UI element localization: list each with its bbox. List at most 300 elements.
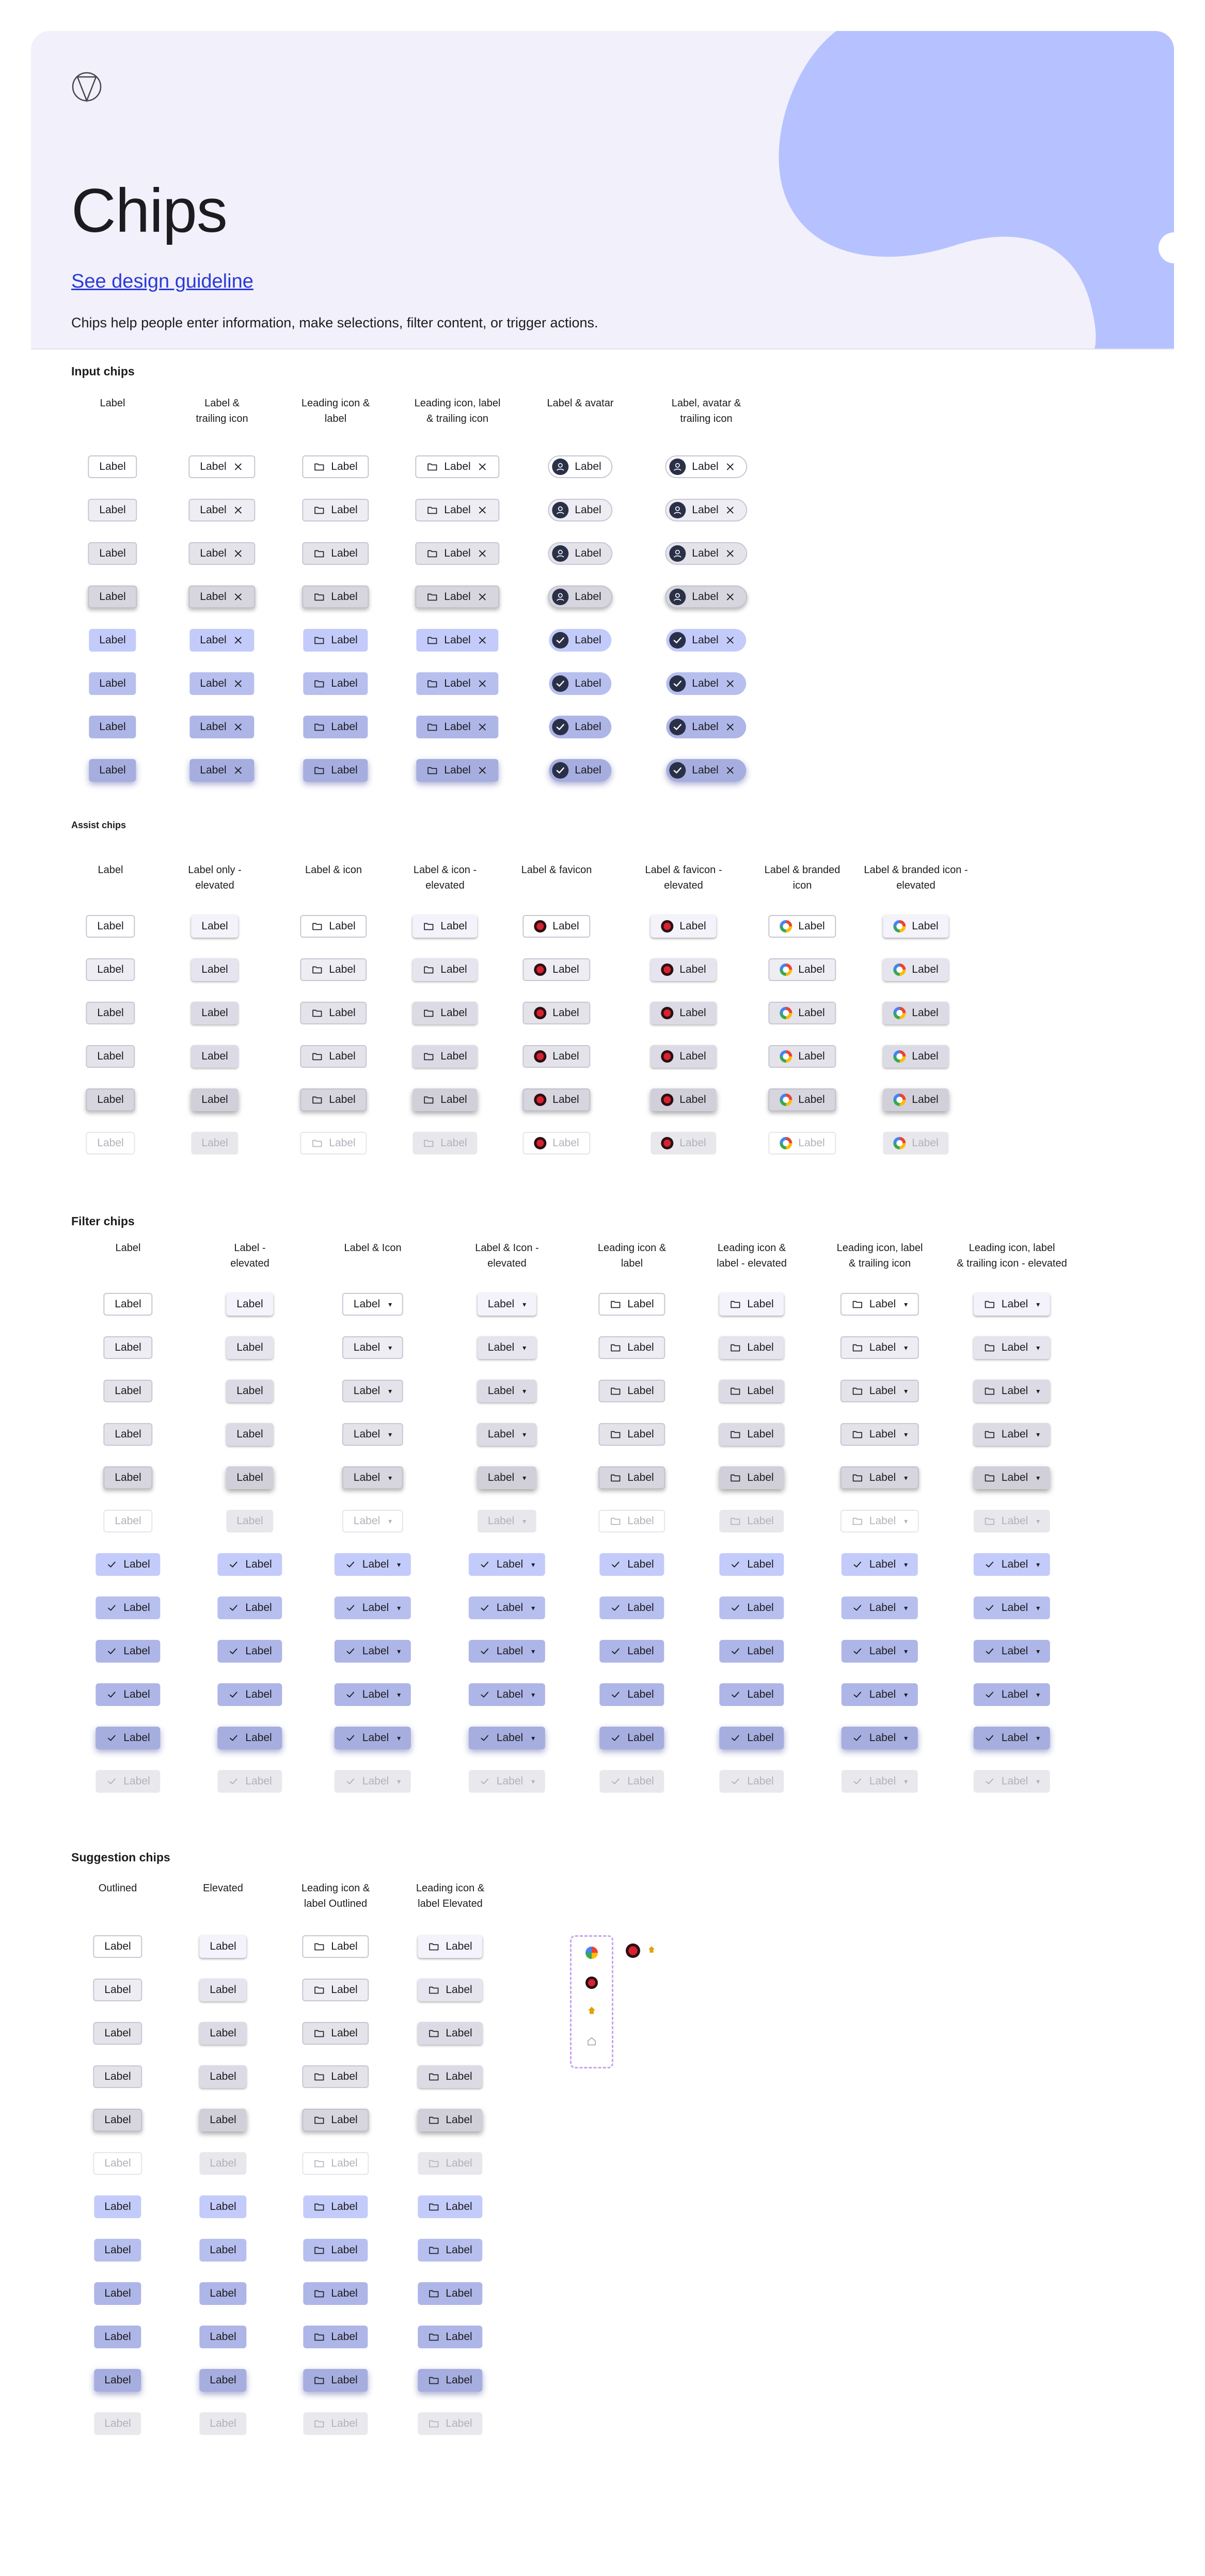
assist-chip[interactable]: [191, 958, 238, 981]
chip-label: Label: [692, 504, 719, 516]
input-chip[interactable]: [189, 759, 254, 782]
suggestion-chip[interactable]: [93, 2152, 142, 2175]
filter-chip[interactable]: [96, 1770, 160, 1793]
filter-chip[interactable]: [342, 1466, 403, 1489]
input-chip[interactable]: [666, 672, 746, 695]
suggestion-chip[interactable]: [302, 2022, 369, 2045]
folder-icon: [428, 2331, 439, 2343]
suggestion-chip[interactable]: [418, 2065, 482, 2088]
filter-chip[interactable]: [974, 1423, 1050, 1446]
assist-chip[interactable]: [651, 958, 716, 981]
filter-chip[interactable]: [841, 1293, 919, 1316]
folder-icon: [311, 964, 323, 975]
suggestion-chip[interactable]: [93, 1979, 142, 2001]
input-chip[interactable]: [415, 542, 499, 565]
filter-chip[interactable]: [842, 1553, 918, 1576]
input-chip[interactable]: [665, 455, 747, 478]
assist-chip[interactable]: [191, 1045, 238, 1068]
close-icon: [233, 721, 244, 733]
favicon-icon: [626, 1943, 640, 1958]
chip-label: Label: [627, 1428, 654, 1440]
filter-chip[interactable]: [841, 1510, 919, 1532]
assist-chip[interactable]: [191, 1088, 238, 1111]
filter-chip[interactable]: [974, 1727, 1050, 1749]
input-chip[interactable]: [415, 586, 499, 608]
filter-chip[interactable]: [469, 1597, 545, 1619]
input-chip[interactable]: [665, 586, 747, 608]
assist-chip[interactable]: [883, 915, 948, 938]
filter-chip[interactable]: [96, 1553, 160, 1576]
suggestion-chip[interactable]: [93, 2065, 142, 2088]
input-chip[interactable]: [415, 499, 499, 521]
input-chip[interactable]: [188, 586, 255, 608]
filter-chip[interactable]: [599, 1727, 664, 1749]
chip-label: Label: [692, 461, 719, 472]
suggestion-chip[interactable]: [94, 2239, 141, 2262]
input-chip[interactable]: [302, 455, 369, 478]
filter-chip[interactable]: [469, 1640, 545, 1663]
filter-chip[interactable]: [217, 1770, 282, 1793]
filter-chip[interactable]: [335, 1770, 411, 1793]
check-icon: [852, 1776, 863, 1787]
chip-label: Label: [440, 1137, 467, 1149]
input-chip[interactable]: [189, 716, 254, 738]
input-chip[interactable]: [549, 629, 611, 652]
filter-chip[interactable]: [842, 1597, 918, 1619]
filter-chip[interactable]: [226, 1336, 273, 1359]
filter-chip[interactable]: [103, 1466, 152, 1489]
suggestion-chip[interactable]: [303, 2239, 368, 2262]
chip-label: Label: [104, 2417, 131, 2429]
suggestion-chip[interactable]: [94, 2326, 141, 2348]
filter-chip[interactable]: [217, 1727, 282, 1749]
suggestion-chip[interactable]: [418, 2022, 482, 2045]
assist-chip[interactable]: [413, 958, 477, 981]
folder-icon: [428, 2071, 439, 2082]
folder-icon: [313, 461, 325, 472]
suggestion-chip[interactable]: [199, 2152, 246, 2175]
filter-chip[interactable]: [719, 1380, 784, 1402]
assist-chip[interactable]: [86, 1045, 135, 1068]
filter-chip[interactable]: [841, 1380, 919, 1402]
input-chip[interactable]: [416, 759, 498, 782]
check-icon: [610, 1732, 621, 1744]
assist-chip[interactable]: [300, 1045, 367, 1068]
filter-chip[interactable]: [974, 1553, 1050, 1576]
filter-chip[interactable]: [841, 1423, 919, 1446]
chip-label: Label: [115, 1428, 141, 1440]
filter-chip[interactable]: [478, 1510, 536, 1532]
assist-chip[interactable]: [883, 1045, 948, 1068]
filter-chip[interactable]: [974, 1380, 1050, 1402]
filter-chip[interactable]: [335, 1727, 411, 1749]
filter-chip[interactable]: [974, 1466, 1050, 1489]
input-chip[interactable]: [665, 499, 747, 521]
folder-icon: [313, 765, 325, 776]
filter-chip[interactable]: [217, 1553, 282, 1576]
suggestion-chip[interactable]: [94, 2369, 141, 2392]
input-chip[interactable]: [548, 586, 612, 608]
assist-chip[interactable]: [522, 958, 590, 981]
input-chip[interactable]: [548, 455, 612, 478]
suggestion-chip[interactable]: [418, 2109, 482, 2131]
suggestion-chip[interactable]: [199, 2109, 246, 2131]
assist-chip[interactable]: [191, 1132, 238, 1155]
filter-chip[interactable]: [217, 1683, 282, 1706]
filter-chip[interactable]: [96, 1597, 160, 1619]
chip-label: Label: [679, 1007, 706, 1019]
home-icon: [586, 2036, 597, 2049]
filter-chip[interactable]: [598, 1510, 665, 1532]
page-title: Chips: [71, 176, 227, 245]
chip-label: Label: [104, 1984, 131, 1996]
filter-chip[interactable]: [719, 1553, 784, 1576]
suggestion-chip[interactable]: [303, 2412, 368, 2435]
filter-chip[interactable]: [342, 1336, 403, 1359]
suggestion-chip[interactable]: [199, 2195, 246, 2218]
avatar-icon: [552, 545, 568, 562]
filter-chip[interactable]: [974, 1597, 1050, 1619]
suggestion-chip[interactable]: [418, 1935, 482, 1958]
suggestion-chip[interactable]: [93, 2022, 142, 2045]
suggestion-chip[interactable]: [418, 2412, 482, 2435]
chip-label: Label: [331, 2244, 358, 2256]
dropdown-arrow-icon: ▾: [388, 1473, 392, 1482]
suggestion-chip[interactable]: [302, 2109, 369, 2131]
filter-chip[interactable]: [335, 1640, 411, 1663]
filter-chip[interactable]: [842, 1640, 918, 1663]
suggestion-chip[interactable]: [93, 1935, 142, 1958]
close-icon: [725, 461, 736, 472]
chip-label: Label: [869, 1775, 896, 1787]
suggestion-chip[interactable]: [199, 2326, 246, 2348]
input-chip[interactable]: [302, 542, 369, 565]
suggestion-chip[interactable]: [199, 2065, 246, 2088]
filter-chip[interactable]: [217, 1640, 282, 1663]
filter-chip[interactable]: [469, 1683, 545, 1706]
filter-chip[interactable]: [719, 1336, 784, 1359]
input-chip[interactable]: [416, 716, 498, 738]
suggestion-chip[interactable]: [418, 2369, 482, 2392]
check-icon: [479, 1602, 490, 1614]
input-chip[interactable]: [666, 759, 746, 782]
input-chip[interactable]: [88, 499, 137, 521]
chip-label: Label: [692, 721, 719, 733]
filter-chip[interactable]: [599, 1683, 664, 1706]
input-chip[interactable]: [548, 499, 612, 521]
suggestion-chip[interactable]: [93, 2109, 142, 2131]
chip-label: Label: [123, 1602, 150, 1614]
input-chip[interactable]: [88, 586, 137, 608]
hero-header: [31, 31, 1174, 349]
suggestion-chip[interactable]: [303, 2195, 368, 2218]
filter-chip[interactable]: [226, 1466, 273, 1489]
filter-chip[interactable]: [974, 1770, 1050, 1793]
filter-chip[interactable]: [478, 1336, 536, 1359]
filter-chip[interactable]: [598, 1380, 665, 1402]
chip-label: Label: [1001, 1732, 1028, 1744]
assist-chip[interactable]: [768, 1045, 836, 1068]
suggestion-chip[interactable]: [302, 2152, 369, 2175]
design-guideline-link[interactable]: See design guideline: [71, 271, 253, 292]
input-chip[interactable]: [188, 455, 255, 478]
filter-chip[interactable]: [96, 1727, 160, 1749]
chip-label: Label: [575, 591, 601, 603]
assist-chip[interactable]: [768, 915, 836, 938]
filter-chip[interactable]: [478, 1380, 536, 1402]
filter-chip[interactable]: [217, 1597, 282, 1619]
input-chip[interactable]: [665, 542, 747, 565]
input-chip[interactable]: [189, 629, 254, 652]
close-icon: [233, 678, 244, 689]
input-chip[interactable]: [549, 716, 611, 738]
input-chip[interactable]: [548, 542, 612, 565]
filter-chip[interactable]: [719, 1597, 784, 1619]
assist-chip[interactable]: [522, 1045, 590, 1068]
assist-chip[interactable]: [651, 915, 716, 938]
input-chip[interactable]: [303, 629, 368, 652]
filter-chip[interactable]: [335, 1683, 411, 1706]
assist-chip[interactable]: [413, 1002, 477, 1024]
filter-chip[interactable]: [103, 1336, 152, 1359]
suggestion-chip[interactable]: [418, 2195, 482, 2218]
suggestion-chip[interactable]: [199, 2412, 246, 2435]
suggestion-chip[interactable]: [418, 1979, 482, 2001]
assist-chip[interactable]: [768, 1088, 836, 1111]
input-chip[interactable]: [666, 716, 746, 738]
input-chip[interactable]: [88, 542, 137, 565]
input-chip[interactable]: [303, 672, 368, 695]
assist-chip[interactable]: [413, 1132, 477, 1155]
filter-chip[interactable]: [342, 1293, 403, 1316]
assist-chip[interactable]: [768, 1132, 836, 1155]
filter-chip[interactable]: [841, 1336, 919, 1359]
filter-chip[interactable]: [599, 1770, 664, 1793]
folder-icon: [313, 678, 325, 689]
filter-chip[interactable]: [974, 1640, 1050, 1663]
filter-chip[interactable]: [841, 1466, 919, 1489]
filter-chip[interactable]: [974, 1510, 1050, 1532]
input-chip[interactable]: [302, 586, 369, 608]
filter-chip[interactable]: [719, 1727, 784, 1749]
filter-chip[interactable]: [719, 1683, 784, 1706]
chip-label: Label: [747, 1645, 774, 1657]
assist-chip[interactable]: [651, 1002, 716, 1024]
filter-chip[interactable]: [226, 1510, 273, 1532]
filter-chip[interactable]: [226, 1380, 273, 1402]
input-chip[interactable]: [303, 716, 368, 738]
input-chip[interactable]: [303, 759, 368, 782]
assist-chip[interactable]: [300, 1132, 367, 1155]
chip-label: Label: [552, 963, 579, 975]
filter-chip[interactable]: [478, 1466, 536, 1489]
filter-chip[interactable]: [719, 1293, 784, 1316]
suggestion-chip[interactable]: [199, 2239, 246, 2262]
filter-chip[interactable]: [335, 1553, 411, 1576]
dropdown-arrow-icon: ▾: [904, 1473, 908, 1482]
input-chip[interactable]: [89, 629, 136, 652]
filter-chip[interactable]: [842, 1683, 918, 1706]
filter-chip[interactable]: [598, 1293, 665, 1316]
assist-chip[interactable]: [522, 915, 590, 938]
filter-chip[interactable]: [103, 1510, 152, 1532]
assist-chip[interactable]: [522, 1002, 590, 1024]
input-chip[interactable]: [89, 716, 136, 738]
filter-chip[interactable]: [96, 1683, 160, 1706]
chip-label: Label: [245, 1602, 272, 1614]
filter-chip[interactable]: [103, 1380, 152, 1402]
filter-chip[interactable]: [719, 1510, 784, 1532]
assist-chip[interactable]: [300, 915, 367, 938]
chip-label: Label: [331, 591, 358, 603]
filter-chip[interactable]: [342, 1380, 403, 1402]
filter-chip[interactable]: [598, 1336, 665, 1359]
chip-label: Label: [331, 2331, 358, 2343]
filter-chip[interactable]: [719, 1640, 784, 1663]
chip-label: Label: [747, 1602, 774, 1614]
input-chip[interactable]: [302, 499, 369, 521]
assist-chip[interactable]: [522, 1132, 590, 1155]
filter-chip[interactable]: [719, 1423, 784, 1446]
chip-label: Label: [353, 1428, 380, 1440]
filter-chip[interactable]: [469, 1770, 545, 1793]
filter-chip[interactable]: [335, 1597, 411, 1619]
assist-chip[interactable]: [413, 1045, 477, 1068]
assist-chip[interactable]: [86, 958, 135, 981]
filter-chip[interactable]: [478, 1293, 536, 1316]
assist-chip[interactable]: [86, 915, 135, 938]
chip-label: Label: [210, 2027, 236, 2039]
suggestion-chip[interactable]: [94, 2282, 141, 2305]
filter-chip[interactable]: [103, 1423, 152, 1446]
suggestion-chip[interactable]: [94, 2412, 141, 2435]
filter-chip[interactable]: [719, 1466, 784, 1489]
input-chip[interactable]: [188, 499, 255, 521]
filter-chip[interactable]: [599, 1640, 664, 1663]
input-chip[interactable]: [89, 672, 136, 695]
assist-chip[interactable]: [191, 1002, 238, 1024]
assist-chip[interactable]: [300, 1088, 367, 1111]
input-chip[interactable]: [415, 455, 499, 478]
filter-chip[interactable]: [842, 1770, 918, 1793]
assist-chip[interactable]: [86, 1088, 135, 1111]
chip-label: Label: [236, 1385, 263, 1397]
filter-chip[interactable]: [974, 1293, 1050, 1316]
suggestion-chip[interactable]: [418, 2282, 482, 2305]
filter-chip[interactable]: [842, 1727, 918, 1749]
filter-chip[interactable]: [599, 1553, 664, 1576]
assist-chip[interactable]: [522, 1088, 590, 1111]
assist-chip[interactable]: [86, 1132, 135, 1155]
filter-chip[interactable]: [342, 1510, 403, 1532]
filter-chip[interactable]: [342, 1423, 403, 1446]
assist-chip[interactable]: [883, 1088, 948, 1111]
filter-chip[interactable]: [974, 1336, 1050, 1359]
filter-chip[interactable]: [719, 1770, 784, 1793]
suggestion-chip[interactable]: [302, 2065, 369, 2088]
assist-chip[interactable]: [413, 1088, 477, 1111]
suggestion-chip[interactable]: [199, 2282, 246, 2305]
suggestion-chip[interactable]: [303, 2369, 368, 2392]
suggestion-chip[interactable]: [94, 2195, 141, 2218]
suggestion-chip[interactable]: [199, 1979, 246, 2001]
dropdown-arrow-icon: ▾: [904, 1386, 908, 1395]
filter-chip[interactable]: [469, 1727, 545, 1749]
check-icon: [479, 1689, 490, 1700]
filter-chip[interactable]: [478, 1423, 536, 1446]
close-icon: [233, 591, 244, 603]
filter-chip[interactable]: [598, 1423, 665, 1446]
input-chip[interactable]: [416, 672, 498, 695]
filter-chip[interactable]: [226, 1293, 273, 1316]
chip-label: Label: [440, 1007, 467, 1019]
assist-chip[interactable]: [883, 1132, 948, 1155]
assist-chip[interactable]: [651, 1045, 716, 1068]
assist-chip[interactable]: [413, 915, 477, 938]
filter-chip[interactable]: [96, 1640, 160, 1663]
check-icon: [228, 1602, 239, 1614]
folder-icon: [730, 1385, 741, 1397]
assist-chip[interactable]: [883, 1002, 948, 1024]
assist-chip[interactable]: [300, 1002, 367, 1024]
assist-chip[interactable]: [651, 1132, 716, 1155]
filter-chip[interactable]: [226, 1423, 273, 1446]
suggestion-chip[interactable]: [303, 2326, 368, 2348]
suggestion-chip[interactable]: [199, 2369, 246, 2392]
suggestion-chip[interactable]: [302, 1979, 369, 2001]
suggestion-chip[interactable]: [303, 2282, 368, 2305]
check-icon: [610, 1689, 621, 1700]
input-chip[interactable]: [89, 759, 136, 782]
filter-chip[interactable]: [469, 1553, 545, 1576]
suggestion-chip[interactable]: [418, 2239, 482, 2262]
filter-chip[interactable]: [103, 1293, 152, 1316]
assist-chip[interactable]: [86, 1002, 135, 1024]
assist-chip[interactable]: [768, 1002, 836, 1024]
folder-icon: [311, 1007, 323, 1019]
input-chip[interactable]: [666, 629, 746, 652]
assist-chip[interactable]: [300, 958, 367, 981]
suggestion-chip[interactable]: [418, 2152, 482, 2175]
assist-chip[interactable]: [883, 958, 948, 981]
filter-chip[interactable]: [599, 1597, 664, 1619]
check-icon: [479, 1646, 490, 1657]
suggestion-chip[interactable]: [418, 2326, 482, 2348]
assist-chip[interactable]: [768, 958, 836, 981]
suggestion-chip[interactable]: [199, 2022, 246, 2045]
filter-chip[interactable]: [974, 1683, 1050, 1706]
suggestion-chip[interactable]: [302, 1935, 369, 1958]
input-chip[interactable]: [189, 672, 254, 695]
avatar-icon: [552, 459, 568, 475]
input-chip[interactable]: [549, 672, 611, 695]
assist-chip[interactable]: [651, 1088, 716, 1111]
chip-label: Label: [747, 1341, 774, 1353]
input-chip[interactable]: [88, 455, 137, 478]
folder-icon: [610, 1385, 621, 1397]
chip-label: Label: [692, 591, 719, 603]
chip-label: Label: [446, 2114, 472, 2126]
input-chip[interactable]: [188, 542, 255, 565]
input-chip[interactable]: [416, 629, 498, 652]
dropdown-arrow-icon: ▾: [904, 1733, 908, 1742]
dropdown-arrow-icon: ▾: [397, 1777, 401, 1785]
input-chip[interactable]: [549, 759, 611, 782]
close-icon: [233, 461, 244, 472]
suggestion-chip[interactable]: [199, 1935, 246, 1958]
filter-chip[interactable]: [598, 1466, 665, 1489]
assist-chip[interactable]: [191, 915, 238, 938]
